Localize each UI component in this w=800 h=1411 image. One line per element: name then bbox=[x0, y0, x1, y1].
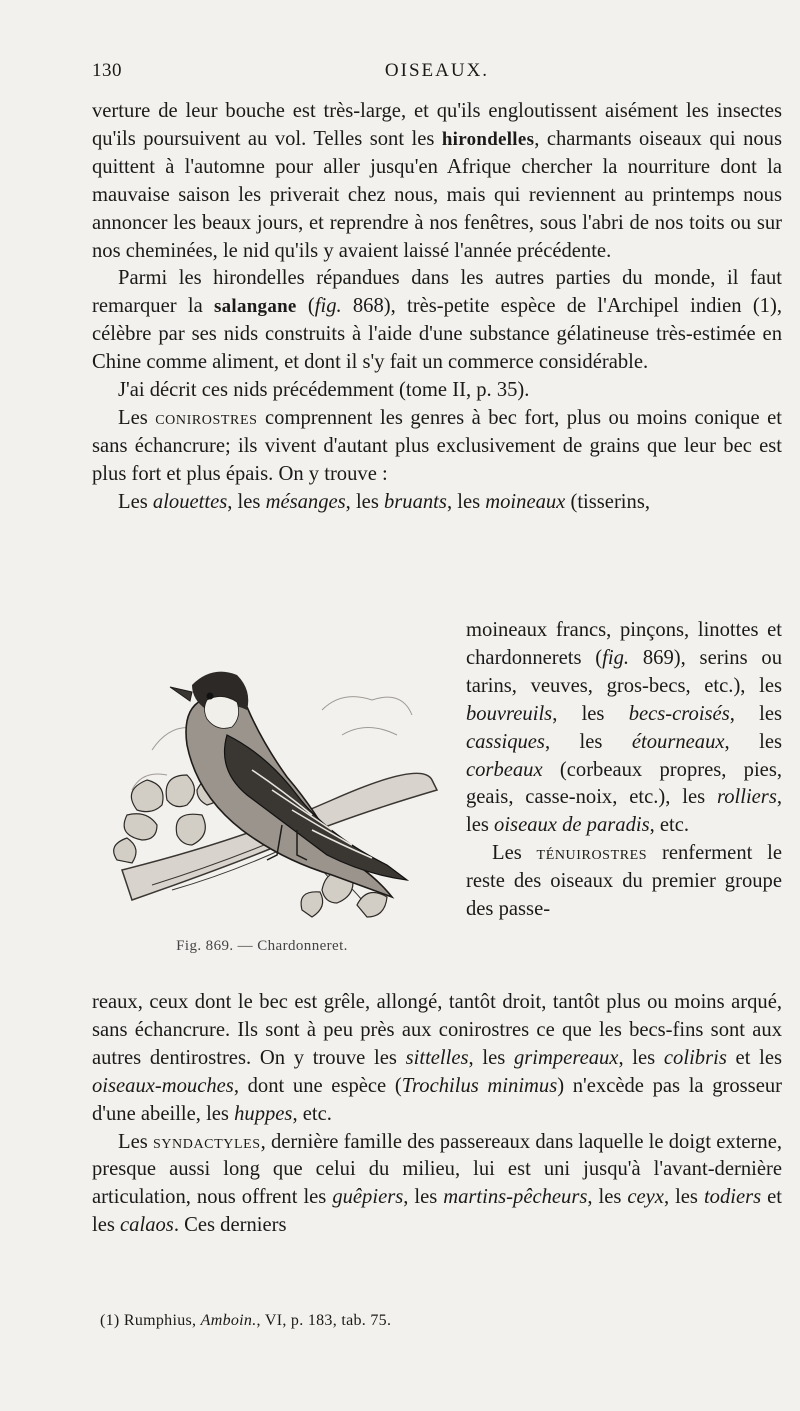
term-ceyx: ceyx bbox=[627, 1186, 664, 1209]
term-bouvreuils: bouvreuils bbox=[466, 702, 553, 725]
paragraph-tenuirostres bbox=[466, 840, 782, 924]
text-run: , les bbox=[466, 786, 782, 837]
text-run: comprennent les genres à bec fort, plus ou moins conique et sans échancrure; ils vivent d'autant plus exclusivement de grains que leur bec est plus fort et plus épais. On y trouve : bbox=[92, 406, 782, 485]
text-run: (corbeaux propres, pies, geais, casse-noix, etc.), les bbox=[466, 758, 782, 809]
text-run: . Ces derniers bbox=[173, 1214, 287, 1237]
text-run: , dont une espèce ( bbox=[233, 1074, 402, 1097]
goldfinch-illustration bbox=[92, 640, 444, 940]
text-run: moineaux francs, pinçons, linottes et chardonnerets ( bbox=[466, 619, 782, 669]
term-grimpereaux: grimpereaux bbox=[513, 1046, 619, 1069]
term-moineaux: moineaux bbox=[485, 490, 566, 513]
figure-caption: Fig. 869. — Chardonneret. bbox=[176, 938, 348, 954]
paragraph-nids bbox=[92, 377, 782, 405]
text-run: Parmi les hirondelles répandues dans les autres parties du monde, il faut remarquer la bbox=[92, 267, 782, 318]
paragraph-syndactyles bbox=[92, 1129, 782, 1241]
text-run: reaux, ceux dont le bec est grêle, allongé, tantôt droit, tantôt plus ou moins arqué, sans échancrure. Ils sont à peu près aux conirostres ce que les becs-fins sont aux autres dentirostres. On y trouve les bbox=[92, 991, 782, 1069]
text-run: , les bbox=[544, 730, 632, 753]
term-mesanges: mésanges bbox=[265, 490, 346, 513]
text-run: 868), très-petite espèce de l'Archipel indien (1), célèbre par ses nids construits à l'aide d'une substance gélatineuse très-estimée en Chine comme aliment, et dont il s'y fait un commerce considérable. bbox=[92, 295, 782, 374]
term-salangane: salangane bbox=[213, 296, 297, 318]
term-oiseaux-de-paradis: oiseaux de paradis bbox=[494, 814, 650, 837]
running-title: OISEAUX. bbox=[384, 60, 490, 81]
paragraph-hirondelles bbox=[92, 98, 782, 265]
text-run: et les bbox=[92, 1186, 783, 1237]
text-run: (1) Rumphius, bbox=[100, 1312, 201, 1329]
term-todiers: todiers bbox=[703, 1186, 762, 1209]
footnote-source: Amboin. bbox=[200, 1312, 257, 1329]
fig-ref: fig. bbox=[602, 646, 630, 669]
fig-ref: fig. bbox=[314, 295, 342, 318]
term-etourneaux: étourneaux bbox=[631, 730, 725, 753]
text-run: , les bbox=[587, 1186, 628, 1209]
paragraph-tenuirostres-cont bbox=[92, 989, 782, 1129]
paragraph-salangane bbox=[92, 265, 782, 377]
term-conirostres: conirostres bbox=[155, 406, 258, 429]
term-bruants: bruants bbox=[383, 490, 447, 513]
main-text-top bbox=[92, 98, 782, 517]
text-run: , les bbox=[724, 730, 782, 753]
term-hirondelles: hirondelles bbox=[441, 128, 535, 150]
term-oiseaux-mouches: oiseaux-mouches bbox=[92, 1074, 234, 1097]
text-run: , les bbox=[663, 1186, 704, 1209]
paragraph-wrap-list bbox=[466, 617, 782, 840]
main-text-bottom bbox=[92, 989, 782, 1240]
term-martins-pecheurs: martins-pêcheurs bbox=[443, 1186, 588, 1209]
footnote bbox=[100, 1312, 700, 1330]
text-run: 869), serins ou tarins, veuves, gros-becs, etc.), les bbox=[466, 646, 783, 697]
page-number: 130 bbox=[92, 60, 122, 81]
term-becs-croises: becs-croisés bbox=[628, 702, 730, 725]
text-run: Les bbox=[118, 490, 153, 513]
text-run: (tisserins, bbox=[565, 490, 650, 513]
text-run: , les bbox=[345, 490, 384, 513]
paragraph-alouettes bbox=[92, 489, 782, 517]
term-huppes: huppes bbox=[234, 1102, 293, 1125]
text-run: verture de leur bouche est très-large, et qu'ils engloutissent aisément les insectes qu'ils poursuivent au vol. Telles sont les bbox=[92, 100, 782, 150]
term-tenuirostres: ténuirostres bbox=[536, 842, 648, 865]
text-run: et les bbox=[726, 1046, 782, 1069]
text-run: , VI, p. 183, tab. 75. bbox=[256, 1312, 392, 1329]
wrap-text-column bbox=[466, 617, 782, 924]
text-run: Les bbox=[118, 1130, 153, 1153]
text-run: J'ai décrit ces nids précédemment (tome II, p. 35). bbox=[118, 379, 530, 402]
text-run: , etc. bbox=[649, 814, 690, 837]
term-sittelles: sittelles bbox=[405, 1046, 469, 1069]
text-run: , les bbox=[618, 1046, 664, 1069]
text-run: renferment le reste des oiseaux du premier groupe des passe- bbox=[466, 842, 782, 921]
text-run: , les bbox=[729, 702, 782, 725]
term-alouettes: alouettes bbox=[152, 490, 228, 513]
term-syndactyles: syndactyles bbox=[152, 1130, 261, 1153]
text-run: Les bbox=[492, 842, 537, 865]
paragraph-conirostres bbox=[92, 405, 782, 489]
term-guepiers: guêpiers bbox=[332, 1186, 404, 1209]
term-cassiques: cassiques bbox=[466, 730, 545, 753]
text-run: ) n'excède pas la grosseur d'une abeille, les bbox=[92, 1074, 782, 1125]
figure-chardonneret bbox=[92, 640, 444, 970]
text-run: ( bbox=[296, 295, 315, 318]
text-run: , dernière famille des passereaux dans laquelle le doigt externe, presque aussi long que celui du milieu, lui est uni jusqu'à l'avant-dernière articulation, nous offrent les bbox=[92, 1130, 782, 1209]
text-run: , charmants oiseaux qui nous quittent à l'automne pour aller jusqu'en Afrique chercher la nourriture dont la mauvaise saison les priverait chez nous, mais qui reviennent au printemps nous annoncer les beaux jours, et reprendre à nos fenêtres, sous l'abri de nos toits ou sur nos cheminées, le nid qu'ils y avaient laissé l'année précédente. bbox=[92, 127, 782, 262]
text-run: Les bbox=[118, 406, 156, 429]
text-run: , les bbox=[552, 702, 629, 725]
term-trochilus-minimus: Trochilus minimus bbox=[401, 1074, 558, 1097]
term-calaos: calaos bbox=[120, 1214, 174, 1237]
text-run: , etc. bbox=[292, 1102, 332, 1125]
text-run: , les bbox=[468, 1046, 514, 1069]
term-colibris: colibris bbox=[663, 1046, 727, 1069]
page-header bbox=[92, 60, 782, 90]
term-corbeaux: corbeaux bbox=[466, 758, 543, 781]
text-run: , les bbox=[403, 1186, 444, 1209]
term-rolliers: rolliers bbox=[716, 786, 777, 809]
text-run: , les bbox=[227, 490, 266, 513]
text-run: , les bbox=[446, 490, 486, 513]
